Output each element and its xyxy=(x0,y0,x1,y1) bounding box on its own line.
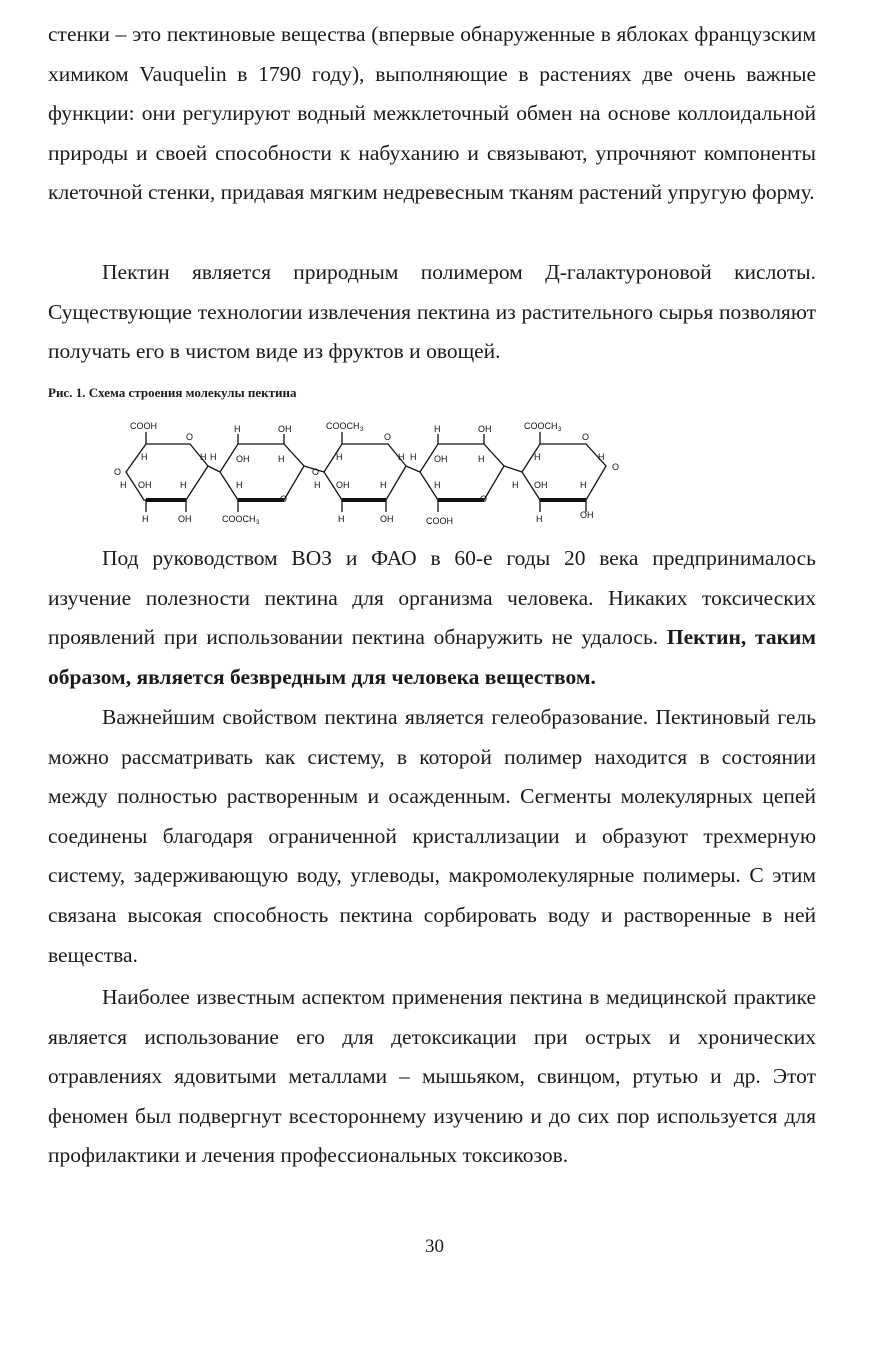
svg-text:O: O xyxy=(480,494,488,504)
svg-text:COOCH: COOCH xyxy=(326,421,360,431)
paragraph-who-fao-study xyxy=(48,539,816,697)
svg-text:O: O xyxy=(186,432,194,442)
svg-text:OH: OH xyxy=(580,510,594,520)
figure-caption: Рис. 1. Схема строения молекулы пектина xyxy=(48,385,297,400)
svg-text:H: H xyxy=(338,514,345,524)
svg-text:H: H xyxy=(534,452,541,462)
svg-text:H: H xyxy=(512,480,519,490)
svg-text:3: 3 xyxy=(256,520,260,526)
svg-text:OH: OH xyxy=(478,424,492,434)
svg-text:H: H xyxy=(410,452,417,462)
svg-text:H: H xyxy=(142,514,149,524)
svg-text:OH: OH xyxy=(178,514,192,524)
svg-text:OH: OH xyxy=(278,424,292,434)
svg-text:OH: OH xyxy=(380,514,394,524)
svg-text:H: H xyxy=(536,514,543,524)
svg-text:COOCH: COOCH xyxy=(524,421,558,431)
svg-text:H: H xyxy=(180,480,187,490)
svg-text:H: H xyxy=(398,452,405,462)
svg-text:COOCH: COOCH xyxy=(222,514,256,524)
svg-text:O: O xyxy=(280,494,288,504)
ring-1 xyxy=(126,444,208,500)
svg-text:H: H xyxy=(598,452,605,462)
svg-text:H: H xyxy=(434,480,441,490)
svg-text:H: H xyxy=(478,454,485,464)
svg-text:H: H xyxy=(380,480,387,490)
svg-text:H: H xyxy=(278,454,285,464)
svg-text:H: H xyxy=(336,452,343,462)
page-number: 30 xyxy=(425,1236,444,1257)
svg-text:O: O xyxy=(312,467,320,477)
ring-4 xyxy=(420,444,504,500)
paragraph-detoxification: Наиболее известным аспектом применения пектина в медицинской практике является использование его для детоксикации при острых и хронических отравлениях ядовитыми металлами – мышьяком, свинцом, ртутью и др. Этот феномен был подвергнут всестороннему изучению и до сих пор используется для профилактики и лечения профессиональных токсикозов. xyxy=(48,985,816,1168)
paragraph-pectin-functions: стенки – это пектиновые вещества (впервые обнаруженные в яблоках французским химиком Vauquelin в 1790 году), выполняющие в растениях две очень важные функции: они регулируют водный межклеточный обмен на основе коллоидальной природы и своей способности к набуханию и связывают, упрочняют компоненты клеточной стенки, придавая мягким недревесным тканям растений упругую форму. xyxy=(48,22,816,205)
svg-text:OH: OH xyxy=(236,454,250,464)
svg-text:OH: OH xyxy=(534,480,548,490)
svg-text:O: O xyxy=(582,432,590,442)
svg-text:OH: OH xyxy=(138,480,152,490)
svg-text:H: H xyxy=(580,480,587,490)
svg-text:OH: OH xyxy=(434,454,448,464)
svg-text:H: H xyxy=(120,480,127,490)
svg-text:H: H xyxy=(234,424,241,434)
paragraph-pectin-polymer: Пектин является природным полимером Д-галактуроновой кислоты. Существующие технологии извлечения пектина из растительного сырья позволяют получать его в чистом виде из фруктов и овощей. xyxy=(48,260,816,364)
ring-2 xyxy=(220,444,304,500)
paragraph-gel-formation: Важнейшим свойством пектина является гелеобразование. Пектиновый гель можно рассматривать как систему, в которой полимер находится в состоянии между полностью растворенным и осажденным. Сегменты молекулярных цепей соединены благодаря ограниченной кристаллизации и образуют трехмерную систему, задерживающую воду, углеводы, макромолекулярные полимеры. С этим связана высокая способность пектина сорбировать воду и растворенные в ней вещества. xyxy=(48,705,816,967)
svg-text:H: H xyxy=(210,452,217,462)
svg-text:O: O xyxy=(612,462,620,472)
pectin-structure-diagram xyxy=(108,418,628,528)
svg-text:O: O xyxy=(384,432,392,442)
svg-text:3: 3 xyxy=(558,427,562,433)
svg-text:COOH: COOH xyxy=(130,421,157,431)
svg-text:O: O xyxy=(114,467,122,477)
svg-text:COOH: COOH xyxy=(426,516,453,526)
paragraph-who-fao-text: Под руководством ВОЗ и ФАО в 60-е годы 20 века предпринималось изучение полезности пектина для организма человека. Никаких токсических проявлений при использовании пектина обнаружить не удалось. xyxy=(48,546,816,650)
svg-text:H: H xyxy=(236,480,243,490)
svg-text:H: H xyxy=(434,424,441,434)
svg-text:H: H xyxy=(314,480,321,490)
svg-text:H: H xyxy=(141,452,148,462)
svg-text:H: H xyxy=(200,452,207,462)
paragraph-who-fao-bold: Пектин, таким образом, является безвредным для человека веществом. xyxy=(48,625,816,689)
svg-text:3: 3 xyxy=(360,427,364,433)
svg-text:OH: OH xyxy=(336,480,350,490)
